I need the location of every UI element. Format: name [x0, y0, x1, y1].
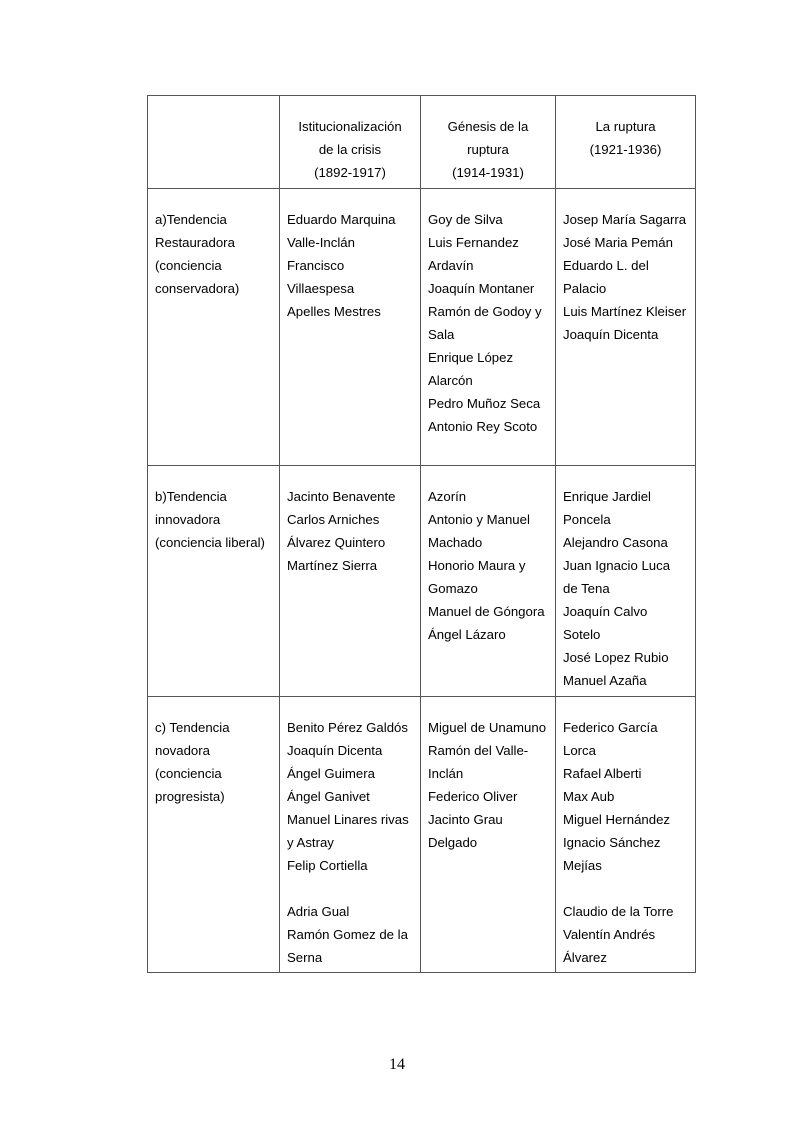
cell-line: Antonio y Manuel [428, 512, 530, 527]
cell-line: Miguel de Unamuno [428, 720, 547, 735]
authors-cell [421, 189, 556, 466]
cell-line: Ángel Guimera [287, 766, 375, 781]
authors-cell [421, 466, 556, 697]
cell-line: Max Aub [563, 789, 615, 804]
cell-line: Adria Gual [287, 904, 350, 919]
cell-line: Palacio [563, 281, 607, 296]
cell-line: Honorio Maura y [428, 558, 526, 573]
cell-line: Apelles Mestres [287, 304, 381, 319]
cell-line: Luis Fernandez [428, 235, 519, 250]
header-line: Istitucionalización [298, 119, 402, 134]
cell-line: Valle-Inclán [287, 235, 355, 250]
cell-line: Enrique Jardiel [563, 489, 651, 504]
header-line: (1914-1931) [452, 165, 524, 180]
blank-line [563, 877, 691, 900]
cell-line: Serna [287, 950, 323, 965]
authors-cell [280, 697, 421, 973]
cell-line: b)Tendencia [155, 489, 227, 504]
table-row [148, 697, 696, 973]
cell-line: Villaespesa [287, 281, 355, 296]
cell-line: Ardavín [428, 258, 474, 273]
cell-line: Delgado [428, 835, 478, 850]
cell-line: Poncela [563, 512, 611, 527]
cell-line: Juan Ignacio Luca [563, 558, 671, 573]
cell-line: Joaquín Dicenta [563, 327, 659, 342]
cell-line: Sala [428, 327, 455, 342]
cell-line: Valentín Andrés [563, 927, 656, 942]
page-number: 14 [389, 1056, 405, 1073]
cell-line: José Lopez Rubio [563, 650, 669, 665]
header-cell-period-1 [280, 96, 421, 189]
cell-line: Ángel Ganivet [287, 789, 370, 804]
cell-line: Pedro Muñoz Seca [428, 396, 541, 411]
literature-table [147, 95, 696, 973]
authors-cell [556, 189, 696, 466]
authors-cell [556, 466, 696, 697]
table-row [148, 466, 696, 697]
authors-cell [280, 189, 421, 466]
cell-line: Francisco [287, 258, 345, 273]
cell-line: novadora [155, 743, 210, 758]
cell-line: Federico Oliver [428, 789, 518, 804]
cell-line: Manuel Azaña [563, 673, 647, 688]
cell-line: progresista) [155, 789, 225, 804]
cell-line: (conciencia [155, 766, 222, 781]
cell-line: Gomazo [428, 581, 478, 596]
blank-line [287, 877, 416, 900]
cell-line: Inclán [428, 766, 464, 781]
authors-cell [421, 697, 556, 973]
cell-line: Sotelo [563, 627, 601, 642]
cell-line: Lorca [563, 743, 596, 758]
cell-line: Josep María Sagarra [563, 212, 687, 227]
cell-line: Enrique López [428, 350, 514, 365]
cell-line: conservadora) [155, 281, 240, 296]
cell-line: Jacinto Benavente [287, 489, 396, 504]
cell-line: y Astray [287, 835, 334, 850]
row-label-cell [148, 189, 280, 466]
cell-line: Benito Pérez Galdós [287, 720, 408, 735]
cell-line: Joaquín Dicenta [287, 743, 383, 758]
cell-line: Alejandro Casona [563, 535, 668, 550]
authors-cell [556, 697, 696, 973]
cell-line: Manuel de Góngora [428, 604, 545, 619]
cell-line: Alarcón [428, 373, 473, 388]
row-label-cell [148, 697, 280, 973]
header-line: (1892-1917) [314, 165, 386, 180]
header-cell-empty [148, 96, 280, 189]
header-line: de la crisis [318, 142, 382, 157]
header-line: La ruptura [595, 119, 656, 134]
cell-line: Ángel Lázaro [428, 627, 506, 642]
cell-line: (conciencia liberal) [155, 535, 265, 550]
cell-line: Felip Cortiella [287, 858, 368, 873]
cell-line: Restauradora [155, 235, 235, 250]
cell-line: c) Tendencia [155, 720, 230, 735]
cell-line: Ramón de Godoy y [428, 304, 542, 319]
cell-line: Ramón Gomez de la [287, 927, 408, 942]
cell-line: Rafael Alberti [563, 766, 642, 781]
cell-line: Azorín [428, 489, 467, 504]
cell-line: Goy de Silva [428, 212, 503, 227]
header-line: Génesis de la [447, 119, 529, 134]
header-cell-period-2 [421, 96, 556, 189]
cell-line: Luis Martínez Kleiser [563, 304, 687, 319]
cell-line: Manuel Linares rivas [287, 812, 409, 827]
cell-line: Joaquín Calvo [563, 604, 648, 619]
cell-line: Ignacio Sánchez [563, 835, 661, 850]
header-cell-period-3 [556, 96, 696, 189]
cell-line: innovadora [155, 512, 221, 527]
cell-line: Antonio Rey Scoto [428, 419, 538, 434]
header-line: (1921-1936) [589, 142, 662, 157]
cell-line: Claudio de la Torre [563, 904, 674, 919]
header-row [148, 96, 696, 189]
cell-line: José Maria Pemán [563, 235, 673, 250]
authors-cell [280, 466, 421, 697]
header-line: ruptura [467, 142, 509, 157]
cell-line: Martínez Sierra [287, 558, 378, 573]
cell-line: Ramón del Valle- [428, 743, 529, 758]
cell-line: (conciencia [155, 258, 222, 273]
cell-line: Carlos Arniches [287, 512, 380, 527]
cell-line: Eduardo Marquina [287, 212, 396, 227]
cell-line: de Tena [563, 581, 610, 596]
row-label-cell [148, 466, 280, 697]
cell-line: a)Tendencia [155, 212, 227, 227]
cell-line: Eduardo L. del [563, 258, 649, 273]
cell-line: Machado [428, 535, 483, 550]
cell-line: Jacinto Grau [428, 812, 503, 827]
cell-line: Mejías [563, 858, 602, 873]
table-row [148, 189, 696, 466]
cell-line: Miguel Hernández [563, 812, 671, 827]
cell-line: Joaquín Montaner [428, 281, 535, 296]
cell-line: Álvarez Quintero [287, 535, 386, 550]
cell-line: Federico García [563, 720, 658, 735]
cell-line: Álvarez [563, 950, 607, 965]
